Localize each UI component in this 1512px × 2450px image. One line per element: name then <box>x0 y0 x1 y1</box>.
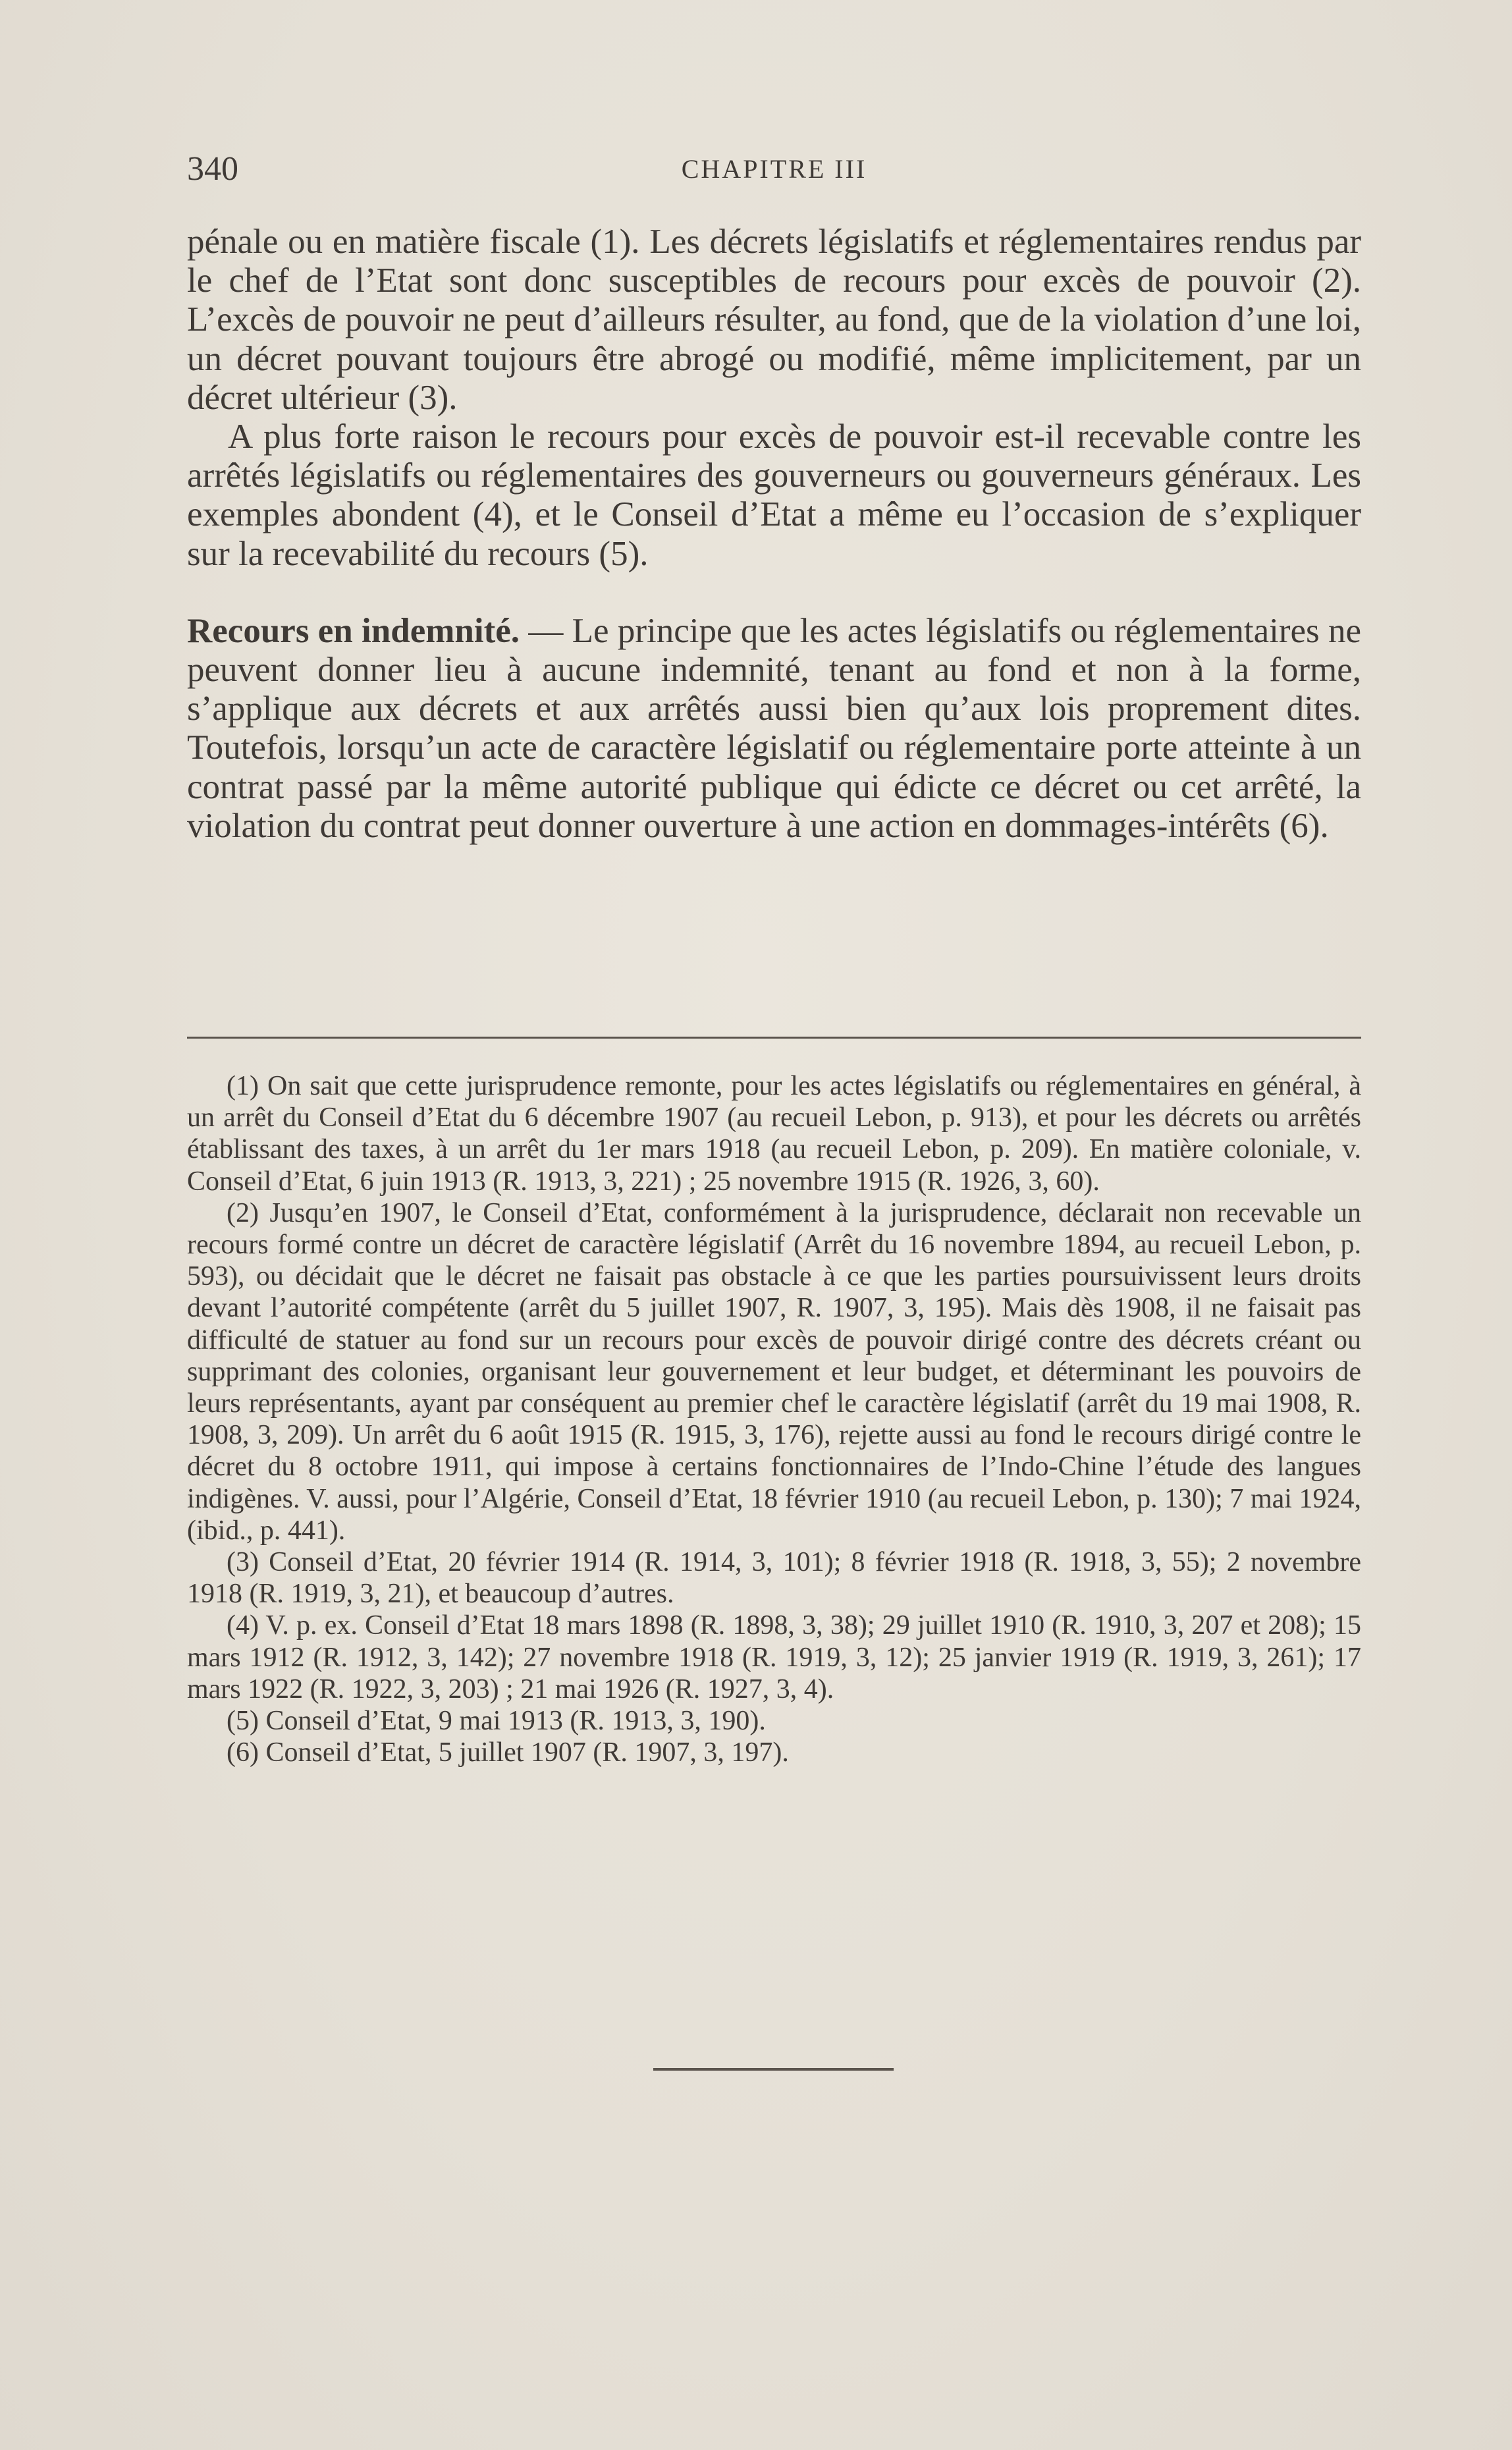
footnote-3: (3) Conseil d’Etat, 20 février 1914 (R. 1914, 3, 101); 8 février 1918 (R. 1918, 3, 55); 2 novembre 1918 (R. 1919, 3, 21), et beaucoup d’autres. <box>187 1547 1361 1610</box>
paragraph-gouverneurs: A plus forte raison le recours pour excès de pouvoir est-il recevable contre les arrêtés législatifs ou réglementaires des gouverneurs ou gouverneurs généraux. Les exemples abondent (4), et le Conseil d’Etat a même eu l’occasion de s’expliquer sur la recevabilité du recours (5). <box>187 418 1361 573</box>
section-text: — Le principe que les actes législatifs ou réglementaires ne peuvent donner lieu à aucune indemnité, tenant au fond et non à la forme, s’applique aux décrets et aux arrêtés aussi bien qu’aux lois proprement dites. Toutefois, lorsqu’un acte de caractère législatif ou réglementaire porte atteinte à un contrat passé par la même autorité publique qui édicte ce décret ou cet arrêté, la violation du contrat peut donner ouverture à une action en dommages-intérêts (6). <box>187 611 1361 845</box>
footnote-2: (2) Jusqu’en 1907, le Conseil d’Etat, conformément à la jurisprudence, déclarait non recevable un recours formé contre un décret de caractère législatif (Arrêt du 16 novembre 1894, au recueil Lebon, p. 593), ou décidait que le décret ne faisait pas obstacle à ce que les parties poursuivissent leurs droits devant l’autorité compétente (arrêt du 5 juillet 1907, R. 1907, 3, 195). Mais dès 1908, il ne faisait pas difficulté de statuer au fond sur un recours pour excès de pouvoir dirigé contre des décrets créant ou supprimant des colonies, organisant leur gouvernement et leur budget, et déterminant les pouvoirs de leurs représentants, ayant par conséquent au premier chef le caractère législatif (arrêt du 19 mai 1908, R. 1908, 3, 209). Un arrêt du 6 août 1915 (R. 1915, 3, 176), rejette aussi au fond le recours dirigé contre le décret du 8 octobre 1911, qui impose à certains fonctionnaires de l’Indo-Chine l’étude des langues indigènes. V. aussi, pour l’Algérie, Conseil d’Etat, 18 février 1910 (au recueil Lebon, p. 130); 7 mai 1924, (ibid., p. 441). <box>187 1197 1361 1546</box>
footnote-6: (6) Conseil d’Etat, 5 juillet 1907 (R. 1907, 3, 197). <box>227 1737 789 1768</box>
running-head: CHAPITRE III <box>681 154 867 184</box>
footnote-4: (4) V. p. ex. Conseil d’Etat 18 mars 1898 (R. 1898, 3, 38); 29 juillet 1910 (R. 1910, 3, 207 et 208); 15 mars 1912 (R. 1912, 3, 142); 27 novembre 1918 (R. 1919, 3, 12); 25 janvier 1919 (R. 1919, 3, 261); 17 mars 1922 (R. 1922, 3, 203) ; 21 mai 1926 (R. 1927, 3, 4). <box>187 1610 1361 1704</box>
footnote-1: (1) On sait que cette jurisprudence remonte, pour les actes législatifs ou réglementaires en général, à un arrêt du Conseil d’Etat du 6 décembre 1907 (au recueil Lebon, p. 913), et pour les décrets ou arrêtés établissant des taxes, à un arrêt du 1er mars 1918 (au recueil Lebon, p. 209). En matière coloniale, v. Conseil d’Etat, 6 juin 1913 (R. 1913, 3, 221) ; 25 novembre 1915 (R. 1926, 3, 60). <box>187 1071 1361 1197</box>
main-text <box>187 223 1361 846</box>
section-title: Recours en indemnité. <box>187 611 520 650</box>
footnote-separator <box>187 1037 1361 1039</box>
end-of-chapter-rule <box>653 2068 894 2071</box>
page-header <box>187 146 1361 192</box>
footnote-5: (5) Conseil d’Etat, 9 mai 1913 (R. 1913, 3, 190). <box>227 1706 766 1737</box>
footnotes <box>187 1070 1361 1768</box>
section-recours-en-indemnite <box>187 612 1361 846</box>
page-number: 340 <box>187 150 238 188</box>
paragraph-continued: pénale ou en matière fiscale (1). Les décrets législatifs et réglementaires rendus par le chef de l’Etat sont donc susceptibles de recours pour excès de pouvoir (2). L’excès de pouvoir ne peut d’ailleurs résulter, au fond, que de la violation d’une loi, un décret pouvant toujours être abrogé ou modifié, même implicitement, par un décret ultérieur (3). <box>187 223 1361 417</box>
